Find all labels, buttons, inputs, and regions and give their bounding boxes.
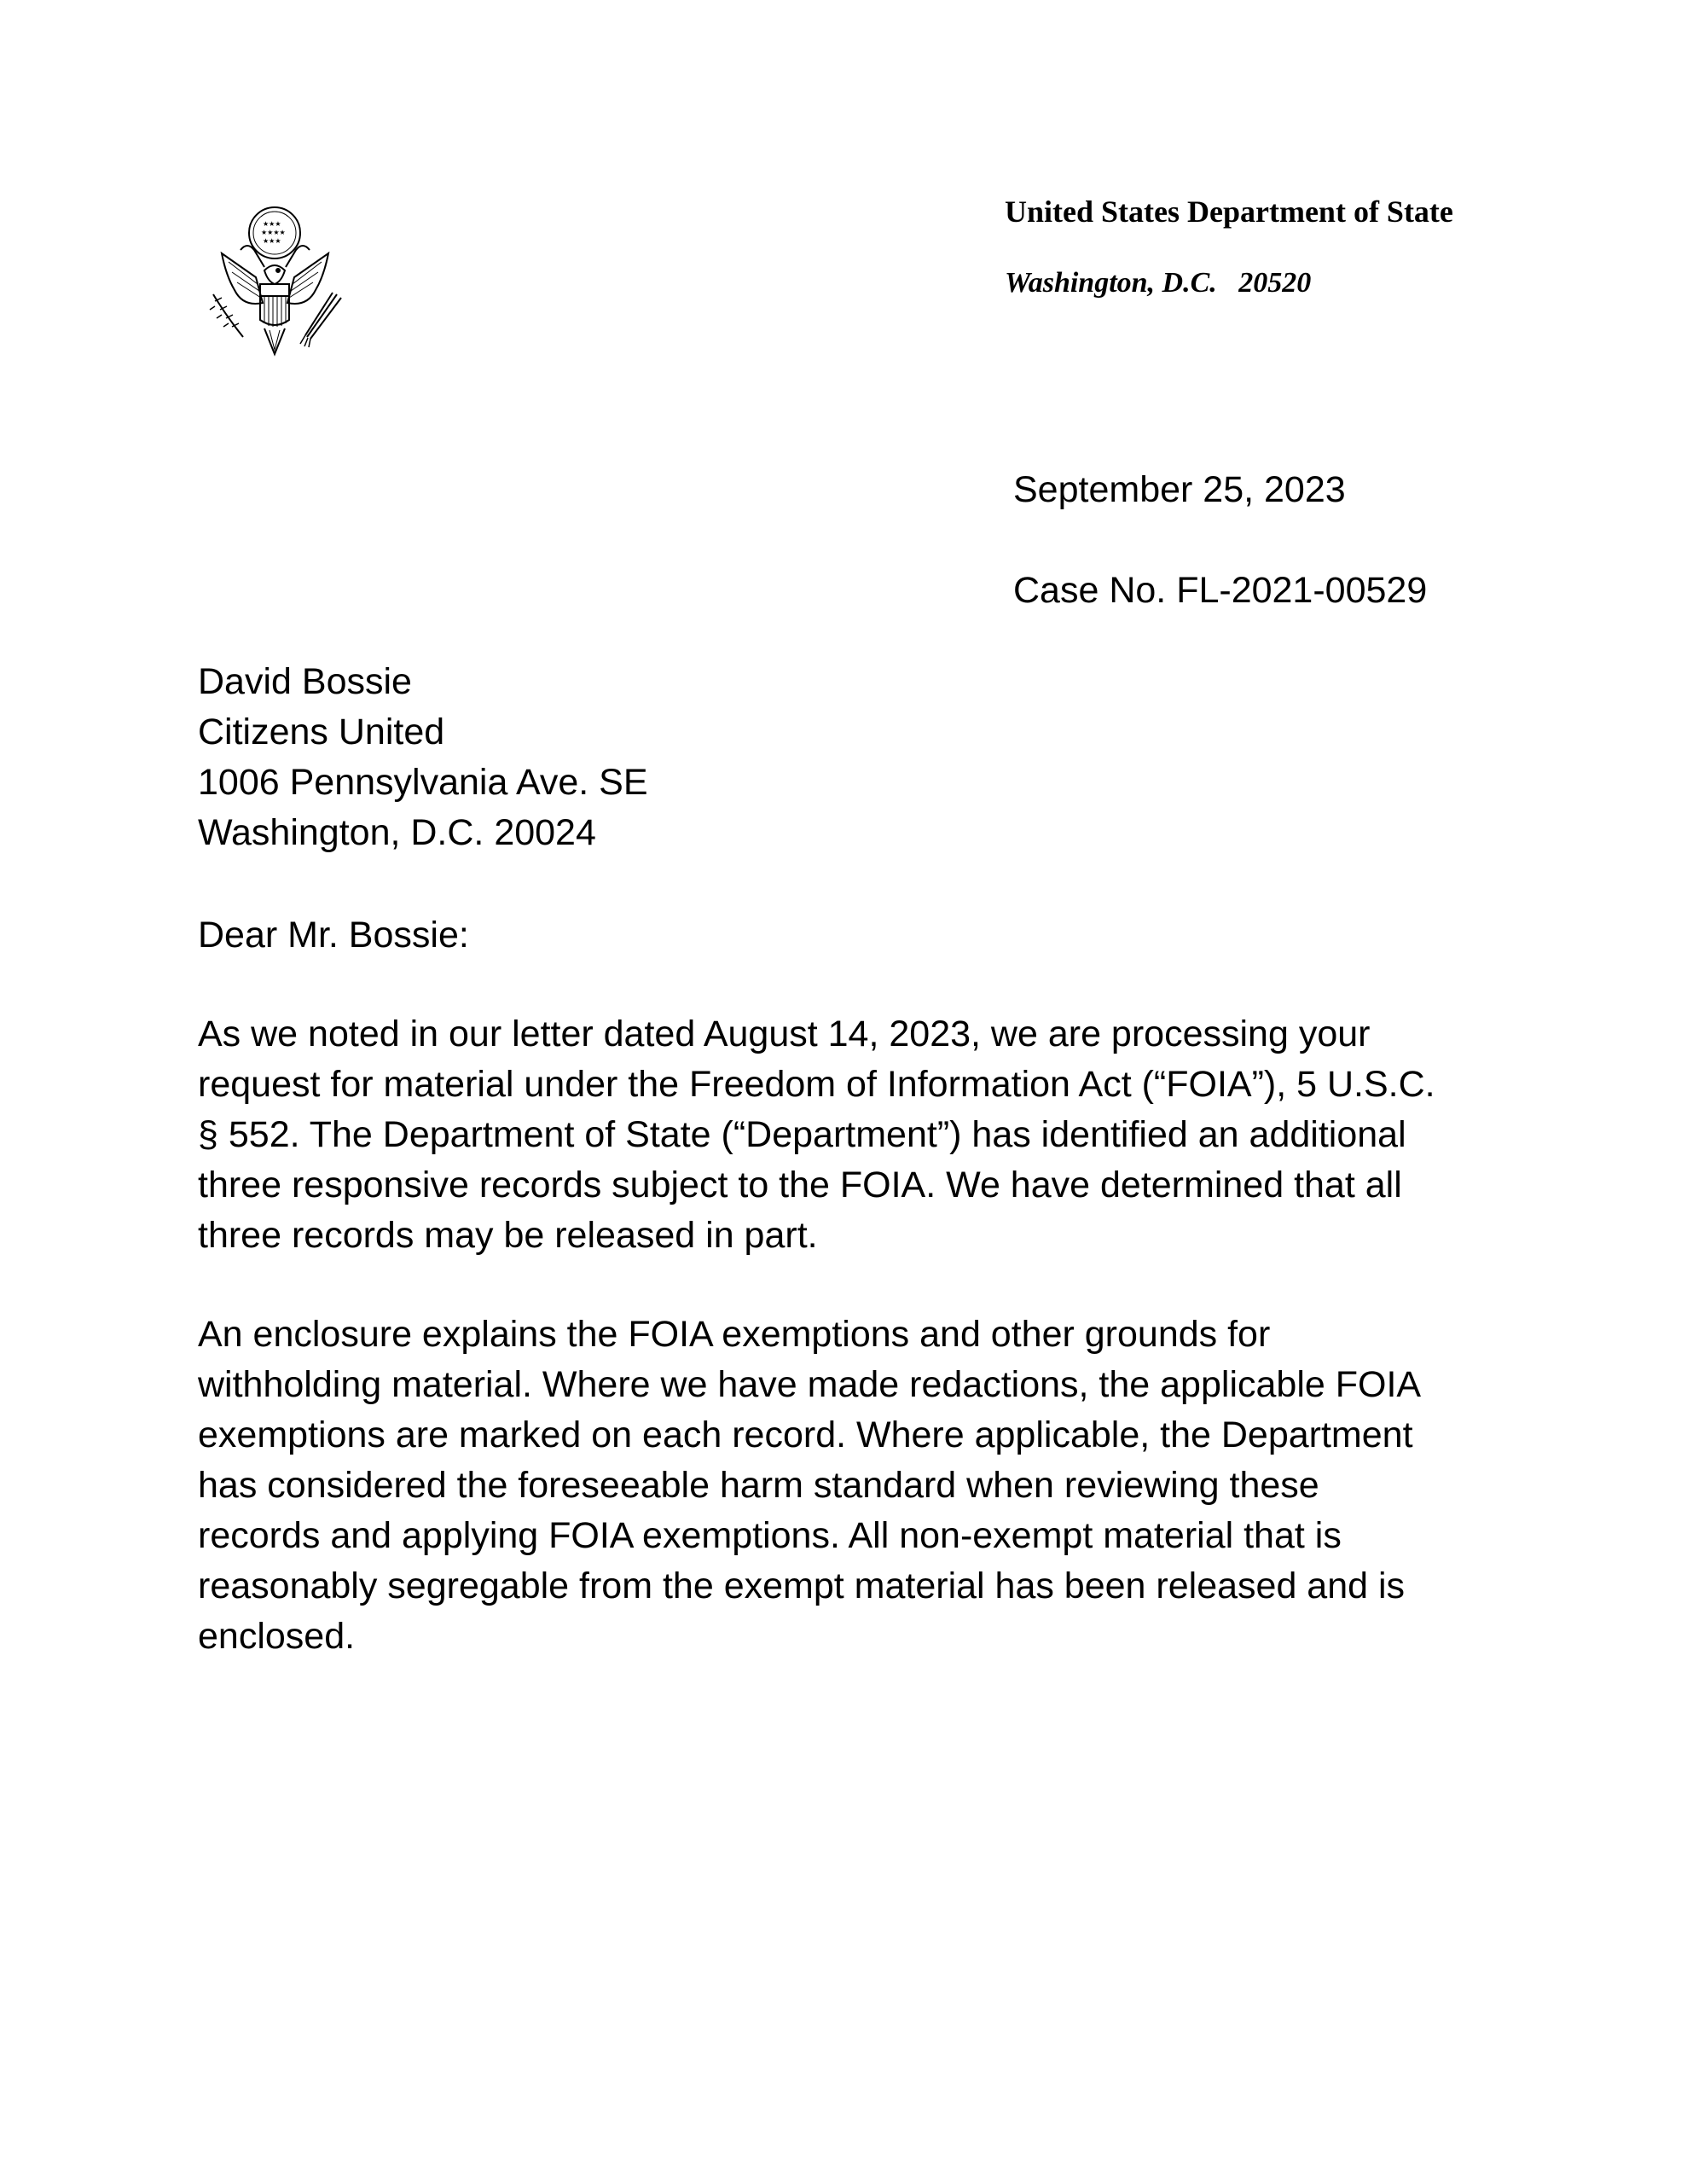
paragraph-line: withholding material. Where we have made redactions, the applicable FOIA: [198, 1364, 1422, 1405]
addressee-street: 1006 Pennsylvania Ave. SE: [198, 762, 648, 803]
addressee-name: David Bossie: [198, 661, 412, 702]
paragraph-line: records and applying FOIA exemptions. All non-exempt material that is: [198, 1515, 1342, 1556]
body-paragraph-1: [198, 1009, 1528, 1261]
paragraph-line: request for material under the Freedom of Information Act (“FOIA”), 5 U.S.C.: [198, 1064, 1435, 1105]
paragraph-line: enclosed.: [198, 1616, 356, 1657]
paragraph-line: exemptions are marked on each record. Where applicable, the Department: [198, 1414, 1413, 1455]
paragraph-line: As we noted in our letter dated August 14, 2023, we are processing your: [198, 1014, 1371, 1054]
addressee-organization: Citizens United: [198, 712, 445, 752]
paragraph-line: three records may be released in part.: [198, 1215, 818, 1256]
great-seal-eagle-icon: [196, 200, 354, 363]
paragraph-line: § 552. The Department of State (“Department”) has identified an additional: [198, 1114, 1406, 1155]
svg-text:★★★: ★★★: [263, 220, 281, 228]
paragraph-line: reasonably segregable from the exempt material has been released and is: [198, 1565, 1406, 1606]
svg-text:★★★: ★★★: [263, 237, 281, 245]
svg-text:★★★★: ★★★★: [261, 229, 286, 236]
letter-meta: [1013, 468, 1427, 613]
body-paragraph-2: [198, 1310, 1528, 1662]
paragraph-line: three responsive records subject to the FOIA. We have determined that all: [198, 1165, 1402, 1205]
paragraph-line: An enclosure explains the FOIA exemptions and other grounds for: [198, 1314, 1271, 1355]
letterhead: [1005, 193, 1453, 300]
salutation: Dear Mr. Bossie:: [198, 915, 469, 956]
paragraph-line: has considered the foreseeable harm standard when reviewing these: [198, 1465, 1319, 1506]
department-address: Washington, D.C. 20520: [1005, 267, 1312, 299]
letter-date: September 25, 2023: [1013, 469, 1346, 510]
addressee-block: [198, 657, 648, 858]
addressee-city: Washington, D.C. 20024: [198, 812, 596, 853]
department-name: United States Department of State: [1005, 195, 1453, 229]
case-number: Case No. FL-2021-00529: [1013, 570, 1428, 611]
